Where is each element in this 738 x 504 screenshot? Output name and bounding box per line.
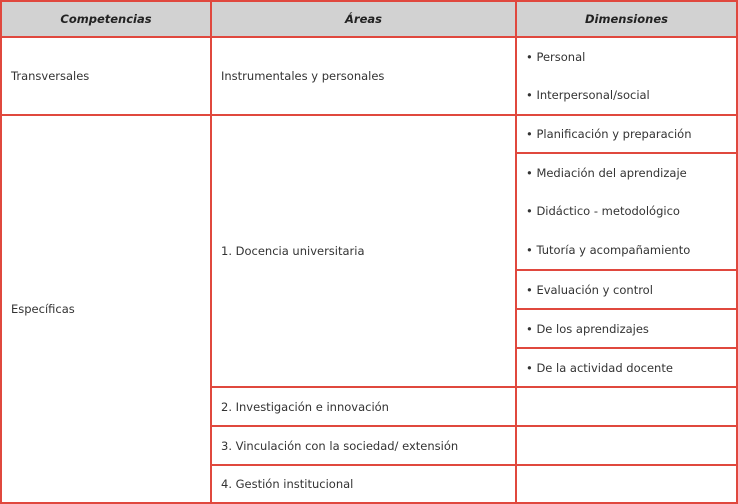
dimension-item: • Personal — [526, 50, 586, 64]
cell-area: Instrumentales y personales — [210, 36, 517, 116]
dimension-item: • Tutoría y acompañamiento — [526, 242, 691, 257]
dimension-item: • Interpersonal/social — [526, 88, 650, 102]
cell-dimension: • Planificación y preparación — [515, 114, 738, 154]
dimension-item: • Mediación del aprendizaje — [526, 166, 687, 181]
cell-area: 4. Gestión institucional — [210, 464, 517, 504]
cell-dimension: • Evaluación y control — [515, 269, 738, 310]
cell-dimension — [515, 152, 738, 271]
cell-dimension: • De los aprendizajes — [515, 308, 738, 349]
cell-transversales: Transversales — [0, 36, 212, 116]
cell-dimensiones — [515, 36, 738, 116]
cell-dimension: • De la actividad docente — [515, 347, 738, 388]
header-dimensiones: Dimensiones — [515, 0, 738, 38]
cell-especificas: Específicas — [0, 114, 212, 504]
cell-empty — [515, 386, 738, 427]
cell-empty — [515, 425, 738, 466]
header-competencias: Competencias — [0, 0, 212, 38]
cell-area: 3. Vinculación con la sociedad/ extensión — [210, 425, 517, 466]
header-areas: Áreas — [210, 0, 517, 38]
dimension-item: • Didáctico - metodológico — [526, 204, 680, 219]
cell-area: 2. Investigación e innovación — [210, 386, 517, 427]
cell-area: 1. Docencia universitaria — [210, 114, 517, 388]
cell-empty — [515, 464, 738, 504]
